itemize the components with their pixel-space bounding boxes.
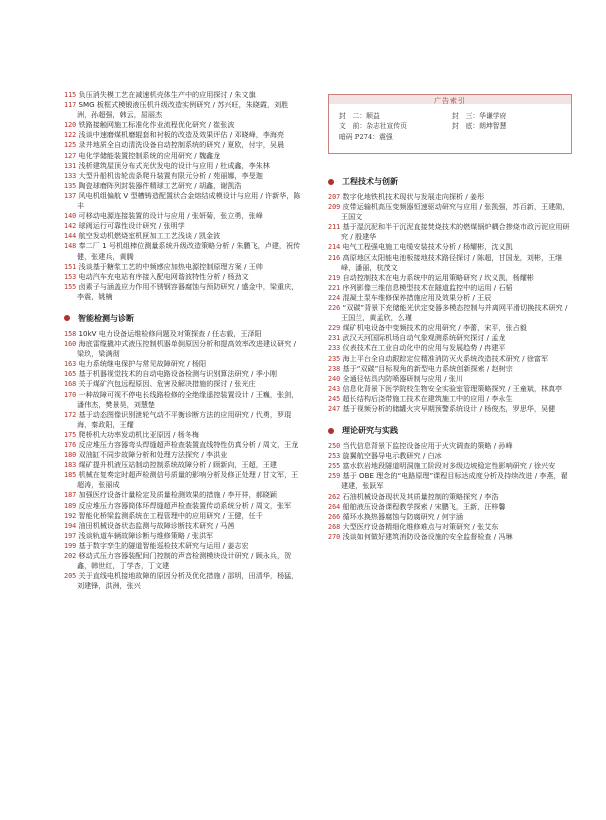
entry-title: 反应堆压力容器弯头焊缝超声检查装置直线特性仿真分析 / 周文，王龙	[78, 440, 299, 449]
ad-index-cell: 文 前：杂志社宣传页	[339, 122, 407, 131]
ad-index-box	[328, 94, 572, 154]
toc-entry	[64, 390, 302, 410]
entry-title: 负压消失模工艺在减速机壳体生产中的应用探讨 / 朱文旗	[78, 90, 256, 99]
page-number: 151	[64, 262, 77, 271]
entry-title: 航空发动机燃烧室机匣加工工艺浅谈 / 凯金波	[78, 231, 221, 241]
entry-title: 电气工程强电施工电缆安装技术分析 / 杨耀彬，沈义凯	[342, 242, 513, 252]
entry-title: 大型医疗设备精细化维修难点与对策研究 / 张艾东	[342, 521, 499, 531]
toc-entry	[64, 410, 302, 430]
toc-entry	[64, 490, 302, 500]
entry-title: 煤矿机电设备中变频技术的应用研究 / 李蕾，宋平，张占毅	[342, 323, 527, 333]
page-number: 221	[328, 283, 341, 292]
toc-entry	[328, 492, 572, 502]
page-number: 240	[328, 374, 341, 383]
toc-entry	[328, 461, 572, 471]
entry-title: 加强医疗设备计量检定及质量检测效果的措施 / 李开祥，郝晓颖	[78, 490, 277, 500]
page-number: 155	[64, 282, 77, 291]
page-number: 180	[64, 451, 77, 460]
toc-entry	[64, 379, 302, 389]
page-number: 115	[64, 91, 77, 99]
page-number: 255	[328, 462, 341, 471]
ad-index-body	[339, 111, 565, 142]
left-column	[64, 90, 302, 591]
section-3-title: 工程技术与创新	[342, 177, 398, 186]
toc-entry	[64, 571, 302, 591]
toc-entry	[328, 303, 572, 323]
page-number: 144	[64, 232, 77, 241]
toc-entry	[328, 522, 572, 532]
entry-title: 大型升船机齿轮齿条爬升装置有限元分析 / 苑丽娜，李旻迦	[78, 170, 263, 180]
page-number: 202	[64, 552, 77, 561]
ad-index-cell: 封 三：华谦学府	[452, 112, 507, 120]
entry-title: 序列影像三维信息模型技术在隧道监控中的运用 / 石韬	[342, 282, 513, 292]
entry-title: 旋翼航空器导电示教研究 / 白冰	[342, 451, 442, 461]
page-number: 226	[328, 304, 341, 313]
toc-entry	[64, 130, 302, 140]
entry-title: 10kV 电力设备运维检修问题及对策探查 / 任志毅，王泽阳	[78, 328, 262, 338]
toc-entry	[64, 211, 302, 221]
toc-entry	[328, 333, 572, 343]
page-number: 205	[64, 572, 77, 581]
toc-entry	[64, 120, 302, 130]
entry-title: 关于煤矿汽包远程原因、危害及解决措施的探讨 / 张光庄	[78, 379, 256, 389]
section-3-list	[328, 192, 572, 414]
page-number: 122	[64, 131, 77, 140]
entry-title: 基于动态图像识别泄轮气动不平衡诊断方法的应用研究 / 代勇，罗琨海，秦政阳，王耀	[77, 409, 292, 429]
toc-entry	[64, 430, 302, 440]
entry-title: 超长结构后浇带施工技术在建筑施工中的应用 / 李永生	[342, 393, 513, 403]
page-number: 253	[328, 452, 341, 461]
section-4-heading	[328, 425, 572, 436]
ad-index-cell: 封 底：朗坤智慧	[452, 122, 507, 131]
toc-entry	[64, 521, 302, 531]
page-number: 165	[64, 370, 77, 379]
page-number: 168	[64, 380, 77, 389]
entry-title: 基于湿沉泥和半干沉泥直接焚烧技术的燃煤锅炉耦合掺烧市政污泥应用研究 / 殷建华	[341, 222, 570, 242]
toc-entry	[64, 151, 302, 161]
page-number: 192	[64, 511, 77, 520]
toc-entry	[328, 343, 572, 353]
entry-title: 基于数字孪生的隧道智能巡检技术研究与运用 / 姜志宏	[78, 540, 249, 550]
ad-index-cell	[452, 132, 565, 142]
entry-title: 循环水换热器腐蚀与防腐研究 / 何宇涵	[342, 511, 463, 521]
toc-entry	[64, 339, 302, 359]
toc-entry	[64, 551, 302, 571]
toc-entry	[64, 369, 302, 379]
toc-entry	[64, 541, 302, 551]
entry-title: 移动式压力容器装配间门控制的声音检测模块设计研究 / 顾永兵，贺鑫，韩世红，丁学杏，丁文建	[77, 551, 292, 571]
entry-title: 煤矿提升机液压站制动控制系统故障分析 / 顾新向，王超，王建	[78, 460, 277, 470]
entry-title: 爬桥机大功率发动机比亚原因 / 杨冬梅	[78, 429, 199, 439]
entry-title: SMG 板框式模锻液压机升级改造实例研究 / 苏兴旺，朱晓霞，刘胜洲，孙超强，韩云，屈丽杰	[77, 100, 289, 120]
ad-index-row	[339, 111, 565, 121]
page-number: 153	[64, 272, 77, 281]
toc-entry	[328, 253, 572, 273]
page-number: 247	[328, 404, 341, 413]
entry-title: 一种故障可视不停电长线路检修的全绝缘遥控装置设计 / 王巍，张剑，潘伟杰，樊景昊，刘慧楚	[77, 389, 299, 409]
toc-entry	[64, 359, 302, 369]
toc-entry	[64, 191, 302, 211]
page-number: 214	[328, 243, 341, 252]
toc-entry	[64, 262, 302, 272]
toc-entry	[64, 221, 302, 231]
entry-title: 基于 OBE 理念的“电路原理”课程目标达成度分析及持续改进 / 李燕，翟建建，张跃军	[341, 471, 568, 491]
entry-title: 当代信息背景下监控设备应用于火灾调查的策略 / 孙峰	[342, 441, 513, 451]
page-number: 131	[64, 161, 77, 170]
section-2-list	[64, 329, 302, 591]
toc-entry	[64, 241, 302, 261]
page-number: 229	[328, 324, 341, 333]
entry-title: 全通径钻具内防喷器研制与应用 / 张川	[342, 373, 463, 383]
ad-index-row	[339, 121, 565, 131]
toc-entry	[64, 329, 302, 339]
page-number: 245	[328, 394, 341, 403]
page-number: 175	[64, 430, 77, 439]
page-number: 170	[64, 390, 77, 399]
page-number: 207	[328, 193, 341, 201]
page-number: 224	[328, 293, 341, 302]
entry-title: 浅谈轨道车辆故障诊断与维修策略 / 张洪军	[78, 530, 214, 540]
ad-index-cell: 暗码 P274：震强	[339, 132, 393, 141]
toc-entry	[64, 531, 302, 541]
entry-title: 关于直线电机接地故障的原因分析及优化措施 / 邵明，田清华，杨猛，刘建锋，洪洲，张兴	[77, 571, 299, 591]
page-number: 266	[328, 512, 341, 521]
toc-entry	[64, 161, 302, 171]
entry-title: 智能化桥梁监测系统在工程管理中的应用研究 / 王健，任千	[78, 510, 263, 520]
entry-title: 武汉天河国际机场自动气象观测系统研究探讨 / 孟龙	[342, 333, 506, 343]
page-number: 268	[328, 522, 341, 531]
entry-title: 油田机械设备状态监测与故障诊断技术研究 / 马茜	[78, 520, 235, 530]
entry-title: 基于机器视觉技术的自动电路设备检测与识别算法研究 / 季小刚	[78, 369, 277, 379]
page-number: 199	[64, 541, 77, 550]
page-number: 133	[64, 171, 77, 180]
page-number: 259	[328, 472, 341, 481]
section-4-title: 理论研究与实践	[342, 426, 398, 436]
entry-title: 卤素子与涵盖应力作用不锈钢容器腐蚀与预防研究 / 盛金中，梁重庆，李震，姚楠	[77, 281, 299, 301]
entry-title: 仪表技术在工业自动化中的应用与发展趋势 / 冉建平	[342, 343, 506, 353]
page-number: 238	[328, 364, 341, 373]
entry-title: 混凝土泵车维修保养措施应用及效果分析 / 王辰	[342, 292, 492, 302]
page-number: 142	[64, 222, 77, 231]
toc-entry	[64, 470, 302, 490]
page-number: 194	[64, 521, 77, 530]
toc-entry	[64, 272, 302, 282]
toc-entry	[64, 460, 302, 470]
entry-title: 电动汽车充电站有序接入配电网谐波特性分析 / 杨劲文	[78, 271, 249, 281]
page-number: 125	[64, 141, 77, 150]
entry-title: 船舶液压设备课程教学探索 / 宋鹏飞，王新，汪梓馨	[342, 501, 506, 511]
page-number: 197	[64, 531, 77, 540]
page-number: 235	[328, 354, 341, 363]
page-number: 211	[328, 223, 341, 232]
entry-title: 奉二厂 1 号机组棒位测量系统升级改造策略分析 / 朱鹏飞，卢建，祝传健，张建兵，黄腾	[77, 241, 301, 261]
entry-title: 浅谈中速磨煤机磨辊套和衬板的改造及效果评估 / 邓晓峰，李海亮	[78, 130, 285, 140]
toc-entry	[64, 181, 302, 191]
ad-index-cell: 封 二：顺益	[339, 112, 380, 120]
entry-title: 高原地区太阳能电池板接地技术路径探讨 / 陈超，甘国龙，刘彬，王继峰，潘丽，杭茂文	[341, 252, 563, 272]
page-number: 172	[64, 410, 77, 419]
entry-title: 铁路接触网施工标准化作业流程优化研究 / 崔张波	[78, 120, 235, 130]
section-bullet-icon	[328, 428, 334, 434]
toc-entry	[328, 364, 572, 374]
entry-title: 电化学储能装置控制系统的应用研究 / 魏鑫龙	[78, 150, 221, 160]
entry-title: 浅析建筑屋顶分布式光伏发电的设计与应用 / 杜成鑫，李朱林	[78, 160, 270, 170]
entry-title: 球阀运行可靠性设计研究 / 张明学	[78, 221, 185, 231]
entry-title: 海底雷缆撬冲式液压控制机器单倒原因分析和提高效率改进建议研究 / 梁玖，梁满彻	[77, 339, 297, 359]
toc-entry	[328, 222, 572, 242]
entry-title: 基于“双碳”目标视角的新型电力系统创新探索 / 赵树宗	[342, 363, 513, 373]
entry-title: 浅谈基于糖浆工艺的中频感应加热电源控制原理方案 / 王帅	[78, 261, 263, 271]
page-number: 233	[328, 344, 341, 353]
entry-title: 皮带运输机高压变频器恒速驱动研究与应用 / 张凯强，苏百新，王建勋，王国文	[341, 202, 570, 222]
toc-entry	[328, 242, 572, 252]
page-number: 127	[64, 151, 77, 160]
toc-entry	[328, 451, 572, 461]
page-number: 264	[328, 502, 341, 511]
toc-entry	[328, 532, 572, 542]
toc-entry	[328, 192, 572, 202]
toc-entry	[328, 323, 572, 333]
page-number: 183	[64, 461, 77, 470]
entry-title: 富水软岩地段隧道明洞施工阶段对多级边坡稳定性影响研究 / 徐兴安	[342, 461, 556, 471]
entry-title: 数字化地铁机技术现状与发展走向探析 / 姜彤	[342, 192, 485, 201]
toc-entry	[328, 502, 572, 512]
entry-title: 机械在复奏定时超声检测信号质量的影响分析及修正处理 / 甘文军，王超涛，张丽成	[77, 470, 299, 490]
entry-title: 电力系统继电保护与常见故障研究 / 杨阳	[78, 359, 207, 369]
section-3-heading	[328, 176, 572, 187]
toc-entry	[64, 440, 302, 450]
toc-entry	[64, 450, 302, 460]
section-1-list	[64, 90, 302, 302]
page-number: 185	[64, 471, 77, 480]
toc-entry	[328, 293, 572, 303]
toc-entry	[328, 404, 572, 414]
ad-index-row	[339, 132, 565, 142]
section-bullet-icon	[64, 315, 70, 321]
page-number: 135	[64, 181, 77, 190]
section-bullet-icon	[328, 179, 334, 185]
page-number: 117	[64, 101, 77, 110]
page-number: 163	[64, 360, 77, 369]
toc-entry	[328, 374, 572, 384]
toc-entry	[328, 394, 572, 404]
section-2-title: 智能检测与诊断	[78, 313, 134, 323]
page-number: 250	[328, 442, 341, 451]
entry-title: 自动控制技术在电力系统中的运用策略研究 / 坎义凯，杨耀彬	[342, 272, 534, 282]
page-number: 219	[328, 273, 341, 282]
page-number: 137	[64, 191, 77, 200]
toc-entry	[328, 354, 572, 364]
section-4-list	[328, 441, 572, 542]
page-number: 148	[64, 242, 77, 251]
right-column	[328, 90, 572, 542]
page-number: 187	[64, 491, 77, 500]
entry-title: 录井地质全自动清洗设备自动控制系统的研究 / 夏欧，付宇，吴晨	[78, 140, 285, 150]
toc-entry	[64, 90, 302, 100]
toc-entry	[64, 140, 302, 150]
toc-entry	[64, 511, 302, 521]
entry-title: 风电机组偏航 V 型槽铸造配置状合金熔结成模设计与应用 / 许新华，陈丰	[77, 190, 301, 211]
page-number: 140	[64, 212, 77, 221]
toc-entry	[328, 202, 572, 222]
page-number: 209	[328, 203, 341, 212]
page-number: 243	[328, 384, 341, 393]
page-number: 231	[328, 334, 341, 343]
entry-title: 石油机械设备现状及其质量控制的策略探究 / 李浩	[342, 491, 499, 501]
entry-title: 可移动电源连接装置的设计与应用 / 张妍菊，张立勇，张峰	[78, 211, 263, 221]
page-number: 120	[64, 121, 77, 130]
entry-title: 浅谈如何做好建筑消防设备设施的安全监督检查 / 冯琳	[342, 531, 513, 541]
entry-title: 陶瓷球磨阵列封装器件精球工艺研究 / 胡鑫，谢凯浩	[78, 180, 242, 190]
section-2-heading	[64, 313, 302, 324]
toc-entry	[328, 471, 572, 491]
entry-title: 海上平台全自动跟踪定位精准消防灭火系统改造技术研究 / 徐富军	[342, 353, 549, 363]
toc-entry	[328, 384, 572, 394]
toc-entry	[328, 441, 572, 451]
toc-entry	[328, 512, 572, 522]
ad-index-title: 广告索引	[434, 97, 466, 105]
entry-title: “双碳”背景下充储能光伏定变器多模态控制与并离网平滑切换技术研究 / 王国兰，黄孟欣，么瑾	[341, 303, 568, 323]
entry-title: 反应堆压力容器筒体环焊缝超声检查装置传动系统分析 / 周文，张军	[78, 500, 292, 510]
toc-entry	[64, 282, 302, 302]
toc-entry	[328, 273, 572, 283]
entry-title: 双油缸不同步故障分析和处理方法探究 / 李洪业	[78, 450, 228, 460]
toc-entry	[64, 100, 302, 120]
page-number: 270	[328, 532, 341, 541]
toc-entry	[64, 171, 302, 181]
page-number: 160	[64, 340, 77, 349]
entry-title: 信息化背景下医学院校生物安全实验室管理策略探究 / 王童斌，林真亭	[342, 383, 563, 393]
page-number: 158	[64, 329, 77, 338]
page-number: 176	[64, 441, 77, 449]
page-number: 189	[64, 501, 77, 510]
toc-entry	[64, 231, 302, 241]
toc-entry	[64, 501, 302, 511]
entry-title: 基于视频分析的储罐火灾早期预警系统设计 / 杨俊杰，罗思华，吴健	[342, 403, 556, 413]
toc-entry	[328, 283, 572, 293]
page-number: 262	[328, 492, 341, 501]
page-number: 216	[328, 253, 341, 262]
